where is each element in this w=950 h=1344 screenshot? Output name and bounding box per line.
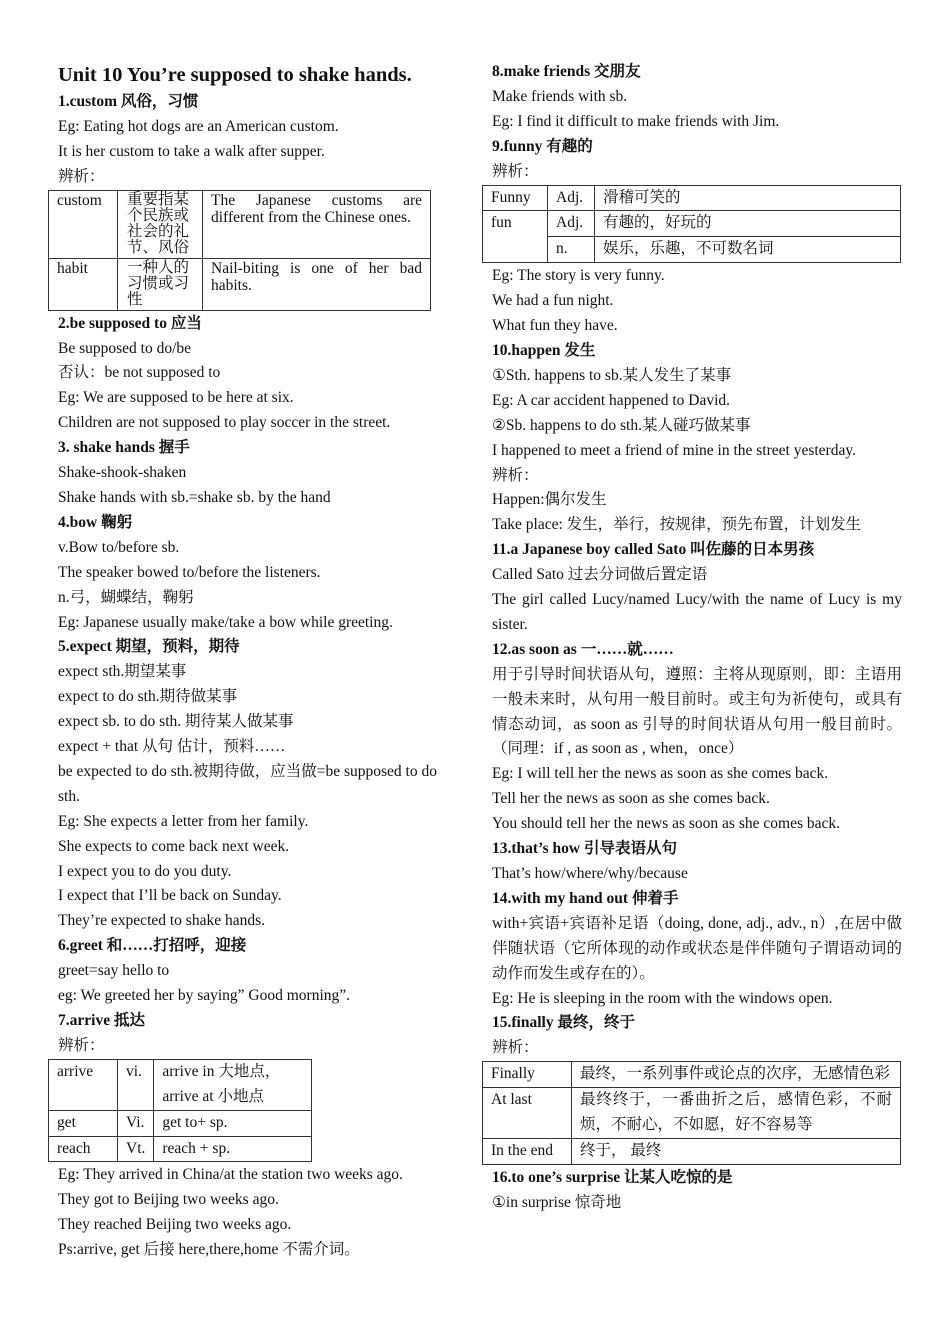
table-row xyxy=(483,185,901,211)
table-row xyxy=(483,1062,901,1088)
section-heading: 11.a Japanese boy called Sato 叫佐藤的日本男孩 xyxy=(492,541,815,559)
table-row xyxy=(49,1059,312,1110)
text-line: That’s how/where/why/because xyxy=(492,865,688,882)
right-section-1 xyxy=(492,60,902,185)
table-cell: 最终终于，一番曲折之后，感情色彩，不耐烦，不耐心，不如愿，好不容易等 xyxy=(572,1088,901,1139)
text-line: I expect you to do you duty. xyxy=(58,862,232,880)
text-line: ②Sb. happens to do sth.某人碰巧做某事 xyxy=(492,416,751,434)
table-cell: 有趣的，好玩的 xyxy=(595,211,901,237)
right-section-3 xyxy=(492,1166,902,1216)
table-cell: n. xyxy=(548,237,595,263)
custom-habit-table xyxy=(48,190,431,311)
page-title: Unit 10 You’re supposed to shake hands. xyxy=(58,64,412,86)
text-line: The speaker bowed to/before the listeners. xyxy=(58,563,321,581)
table-cell: get to+ sp. xyxy=(154,1110,312,1136)
text-line: greet=say hello to xyxy=(58,962,170,980)
table-cell: Adj. xyxy=(548,211,595,237)
section-heading: 2.be supposed to 应当 xyxy=(58,314,202,332)
text-line: What fun they have. xyxy=(492,317,618,335)
table-row xyxy=(49,1110,312,1136)
table-cell: arrive xyxy=(49,1059,118,1110)
right-column xyxy=(492,60,902,1216)
left-section-2 xyxy=(58,312,460,1059)
table-cell: 重要指某个民族或社会的礼节、风俗 xyxy=(118,190,203,258)
table-cell: 最终，一系列事件或论点的次序，无感情色彩 xyxy=(572,1062,901,1088)
text-line: Eg: She expects a letter from her family. xyxy=(58,812,309,830)
table-cell: arrive in 大地点，arrive at 小地点 xyxy=(154,1059,312,1110)
text-line: Eg: He is sleeping in the room with the windows open. xyxy=(492,989,833,1007)
table-cell: 滑稽可笑的 xyxy=(595,185,901,211)
section-heading: 6.greet 和……打招呼，迎接 xyxy=(58,937,247,955)
text-line: Eg: Japanese usually make/take a bow while greeting. xyxy=(58,613,393,631)
section-heading: 4.bow 鞠躬 xyxy=(58,513,133,531)
table-cell: Nail-biting is one of her bad habits. xyxy=(203,258,431,310)
section-heading: 8.make friends 交朋友 xyxy=(492,63,641,80)
section-heading: 14.with my hand out 伸着手 xyxy=(492,889,679,907)
text-line: 辨析： xyxy=(492,162,539,180)
left-section-1 xyxy=(58,90,460,190)
right-section-2 xyxy=(492,264,902,1061)
table-cell: reach + sp. xyxy=(154,1136,312,1162)
finally-table xyxy=(482,1061,901,1165)
text-line: Eg: We are supposed to be here at six. xyxy=(58,389,294,407)
table-cell: Funny xyxy=(483,185,548,211)
section-heading: 16.to one’s surprise 让某人吃惊的是 xyxy=(492,1168,733,1186)
table-row xyxy=(49,190,431,258)
text-line: Eg: I will tell her the news as soon as she comes back. xyxy=(492,765,829,783)
text-line: v.Bow to/before sb. xyxy=(58,538,180,556)
text-line: It is her custom to take a walk after supper. xyxy=(58,142,325,160)
text-line: 辨析： xyxy=(58,167,105,185)
text-line: They’re expected to shake hands. xyxy=(58,912,266,930)
table-row xyxy=(483,1088,901,1139)
table-cell: Finally xyxy=(483,1062,572,1088)
section-heading: 15.finally 最终，终于 xyxy=(492,1014,635,1032)
section-heading: 9.funny 有趣的 xyxy=(492,137,593,155)
text-line: Called Sato 过去分词做后置定语 xyxy=(492,566,708,584)
text-line: expect + that 从句 估计，预料…… xyxy=(58,738,286,756)
section-heading: 7.arrive 抵达 xyxy=(58,1012,145,1029)
table-cell: reach xyxy=(49,1136,118,1162)
text-line: You should tell her the news as soon as she comes back. xyxy=(492,815,840,833)
text-line: She expects to come back next week. xyxy=(58,837,290,855)
text-line: with+宾语+宾语补足语（doing, done, adj., adv., n）,在居中做伴随状语（它所体现的动作或状态是伴伴随句子谓语动词的动作而发生或存在的）。 xyxy=(492,914,902,982)
section-heading: 10.happen 发生 xyxy=(492,341,596,359)
table-cell: get xyxy=(49,1110,118,1136)
text-line: They got to Beijing two weeks ago. xyxy=(58,1191,279,1209)
table-cell: 一种人的习惯或习性 xyxy=(118,258,203,310)
text-line: Children are not supposed to play soccer in the street. xyxy=(58,414,391,432)
table-row xyxy=(49,1136,312,1162)
text-line: Eg: A car accident happened to David. xyxy=(492,391,731,409)
text-line: expect to do sth.期待做某事 xyxy=(58,688,238,706)
text-line: expect sb. to do sth. 期待某人做某事 xyxy=(58,713,294,731)
table-cell: Vt. xyxy=(118,1136,154,1162)
text-line: Tell her the news as soon as she comes back. xyxy=(492,790,770,808)
table-row xyxy=(483,1138,901,1164)
table-cell: custom xyxy=(49,190,118,258)
text-line: Eg: The story is very funny. xyxy=(492,267,665,285)
table-cell: At last xyxy=(483,1088,572,1139)
text-line: Happen:偶尔发生 xyxy=(492,491,607,509)
table-cell: 娱乐，乐趣，不可数名词 xyxy=(595,237,901,263)
text-line: I happened to meet a friend of mine in the street yesterday. xyxy=(492,441,856,459)
text-line: expect sth.期望某事 xyxy=(58,663,187,681)
text-line: 用于引导时间状语从句，遵照：主将从现原则，即：主语用一般未来时，从句用一般目前时。或主句为祈使句，或具有情态动词，as soon as 引导的时间状语从句用一般目前时。（同理：if , as soon as , when，once） xyxy=(492,665,902,758)
section-heading: 13.that’s how 引导表语从句 xyxy=(492,840,678,858)
arrive-table xyxy=(48,1059,312,1163)
text-line: I expect that I’ll be back on Sunday. xyxy=(58,887,282,905)
table-cell: In the end xyxy=(483,1138,572,1164)
text-line: ①Sth. happens to sb.某人发生了某事 xyxy=(492,366,732,384)
text-line: We had a fun night. xyxy=(492,292,614,310)
text-line: ①in surprise 惊奇地 xyxy=(492,1193,622,1211)
section-heading: 3. shake hands 握手 xyxy=(58,439,190,457)
table-row xyxy=(483,211,901,237)
text-line: eg: We greeted her by saying” Good morning”. xyxy=(58,987,351,1005)
text-line: 辨析： xyxy=(492,1039,539,1057)
left-column xyxy=(58,60,460,1263)
text-line: Eg: They arrived in China/at the station two weeks ago. xyxy=(58,1166,403,1184)
section-heading: 12.as soon as 一……就…… xyxy=(492,640,674,658)
text-line: Eg: Eating hot dogs are an American custom. xyxy=(58,117,339,135)
table-cell: 终于， 最终 xyxy=(572,1138,901,1164)
text-line: The girl called Lucy/named Lucy/with the name of Lucy is my sister. xyxy=(492,591,902,633)
table-cell: vi. xyxy=(118,1059,154,1110)
table-cell: fun xyxy=(483,211,548,263)
text-line: Eg: I find it difficult to make friends with Jim. xyxy=(492,112,780,130)
text-line: 辨析： xyxy=(492,466,539,484)
section-heading: 1.custom 风俗，习惯 xyxy=(58,93,199,110)
table-cell: Adj. xyxy=(548,185,595,211)
text-line: 辨析： xyxy=(58,1036,105,1054)
table-cell: The Japanese customs are different from the Chinese ones. xyxy=(203,190,431,258)
text-line: Shake-shook-shaken xyxy=(58,464,187,482)
table-row xyxy=(49,258,431,310)
text-line: Make friends with sb. xyxy=(492,87,628,105)
table-cell: Vi. xyxy=(118,1110,154,1136)
left-section-3 xyxy=(58,1163,460,1263)
text-line: 否认：be not supposed to xyxy=(58,364,221,382)
section-heading: 5.expect 期望，预料，期待 xyxy=(58,638,240,656)
text-line: They reached Beijing two weeks ago. xyxy=(58,1216,292,1234)
text-line: n.弓，蝴蝶结，鞠躬 xyxy=(58,588,194,606)
text-line: be expected to do sth.被期待做，应当做=be supposed to do sth. xyxy=(58,762,437,805)
table-cell: habit xyxy=(49,258,118,310)
text-line: Ps:arrive, get 后接 here,there,home 不需介词。 xyxy=(58,1241,360,1259)
text-line: Shake hands with sb.=shake sb. by the hand xyxy=(58,488,331,506)
funny-fun-table xyxy=(482,185,901,264)
text-line: Be supposed to do/be xyxy=(58,339,192,357)
text-line: Take place: 发生，举行，按规律，预先布置，计划发生 xyxy=(492,516,862,534)
